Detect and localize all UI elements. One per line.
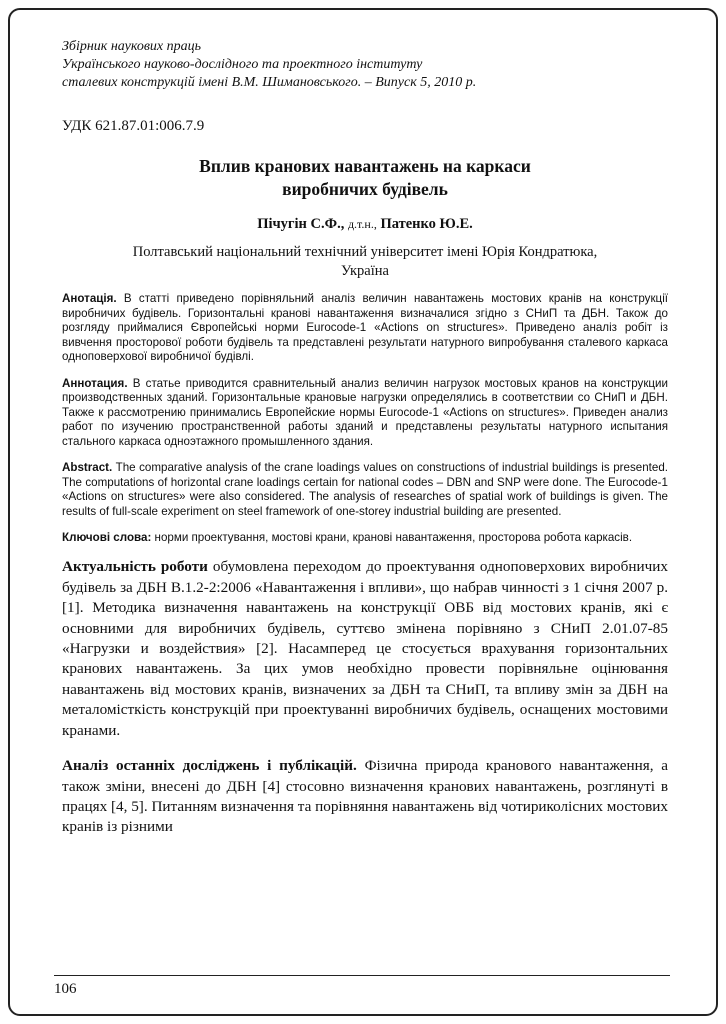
authors-line: [62, 216, 668, 233]
journal-header: [62, 38, 668, 92]
affiliation-line-2: Україна: [341, 263, 389, 279]
abstract-russian-text: В статье приводится сравнительный анализ величин нагрузок мостовых кранов на конструкции производственных зданий. Горизонтальные крановые нагрузки определялись в соответствии со СНиП и ДБН. Также к рассмотрению принимались Европейские нормы Eurocode-1 «Actions on structures». Приведен анализ работ по изучению пространственной работы зданий и представлены результаты натурного испытания стального каркаса одноэтажного промышленного здания.: [62, 376, 668, 448]
abstract-english-text: The comparative analysis of the crane loadings values on constructions of industrial buildings is presented. The computations of horizontal crane loadings certain for national codes – DBN and SNP were done. The Eurocode-1 «Actions on structures» were also considered. The analysis of researches of spatial work of buildings is given. The results of full-scale experiment on steel framework of one-storey industrial building are presented.: [62, 461, 668, 518]
body-paragraph-analysis-text: Фізична природа кранового навантаження, а також зміни, внесені до ДБН [4] стосовно визначення кранових навантажень, розглянуті в працях [4, 5]. Питанням визначення та порівняння навантажень від чотириколісних мостових кранів із різними: [62, 757, 669, 836]
abstract-ukrainian-text: В статті приведено порівняльний аналіз величин навантажень мостових кранів на конструкції виробничих будівель. Горизонтальні кранові навантаження визначалися згідно з СНиП та ДБН. Також до розгляду приймалися Європейські норми Eurocode-1 «Actions on structures». Приведено аналіз робіт із вивчення просторової роботи будівель та представлені результати натурного випробування сталевого каркаса одноповерхової виробничої будівлі.: [62, 292, 668, 364]
affiliation: [62, 243, 668, 281]
keywords-text: норми проектування, мостові крани, кранові навантаження, просторова робота каркасів.: [154, 531, 633, 545]
author-degree: д.т.н.,: [347, 217, 377, 231]
abstract-russian: [62, 377, 668, 450]
page-content: [62, 38, 668, 853]
page-footer: [54, 975, 670, 998]
udk-code: УДК 621.87.01:006.7.9: [62, 118, 205, 134]
author-1: Пічугін С.Ф.,: [257, 216, 345, 232]
abstract-ukrainian: [62, 292, 668, 365]
journal-header-line-3: сталевих конструкцій імені В.М. Шимановського. – Випуск 5, 2010 р.: [62, 75, 477, 90]
abstract-ukrainian-lead: Анотація.: [62, 292, 117, 305]
journal-header-line-1: Збірник наукових праць: [62, 39, 202, 54]
body-paragraph-relevance: [62, 557, 668, 741]
affiliation-line-1: Полтавський національний технічний університет імені Юрія Кондратюка,: [132, 244, 598, 260]
body-paragraph-analysis: [62, 756, 668, 838]
article-title-line-1: Вплив кранових навантажень на каркаси: [199, 156, 531, 176]
page-number: 106: [54, 981, 77, 997]
keywords: [62, 531, 668, 546]
body-paragraph-analysis-lead: Аналіз останніх досліджень і публікацій.: [62, 757, 357, 775]
author-2: Патенко Ю.Е.: [380, 216, 473, 232]
journal-header-line-2: Українського науково-дослідного та проектного інституту: [62, 57, 423, 72]
body-paragraph-relevance-text: обумовлена переходом до проектування одноповерхових виробничих будівель за ДБН В.1.2-2:2006 «Навантаження і впливи», що набрав чинності з 1 січня 2007 р. [1]. Методика визначення навантажень на конструкції ОВБ від мостових кранів, які є основними для виробничих будівель, суттєво змінена порівняно з СНиП 2.01.07-85 «Нагрузки и воздействия» [2]. Насамперед це стосується врахування горизонтальних кранових навантажень. За цих умов необхідно провести порівняльне оцінювання навантажень від мостових кранів, визначених за ДБН та СНиП, та впливу змін за ДБН на металомісткість конструкцій при проектуванні виробничих будівель, оснащених мостовими кранами.: [62, 558, 668, 739]
abstract-english: [62, 461, 668, 519]
keywords-lead: Ключові слова:: [62, 531, 152, 545]
abstract-russian-lead: Аннотация.: [62, 376, 128, 390]
abstract-english-lead: Abstract.: [62, 461, 113, 475]
article-title: [62, 155, 668, 201]
article-title-line-2: виробничих будівель: [282, 179, 448, 199]
body-paragraph-relevance-lead: Актуальність роботи: [62, 558, 208, 576]
